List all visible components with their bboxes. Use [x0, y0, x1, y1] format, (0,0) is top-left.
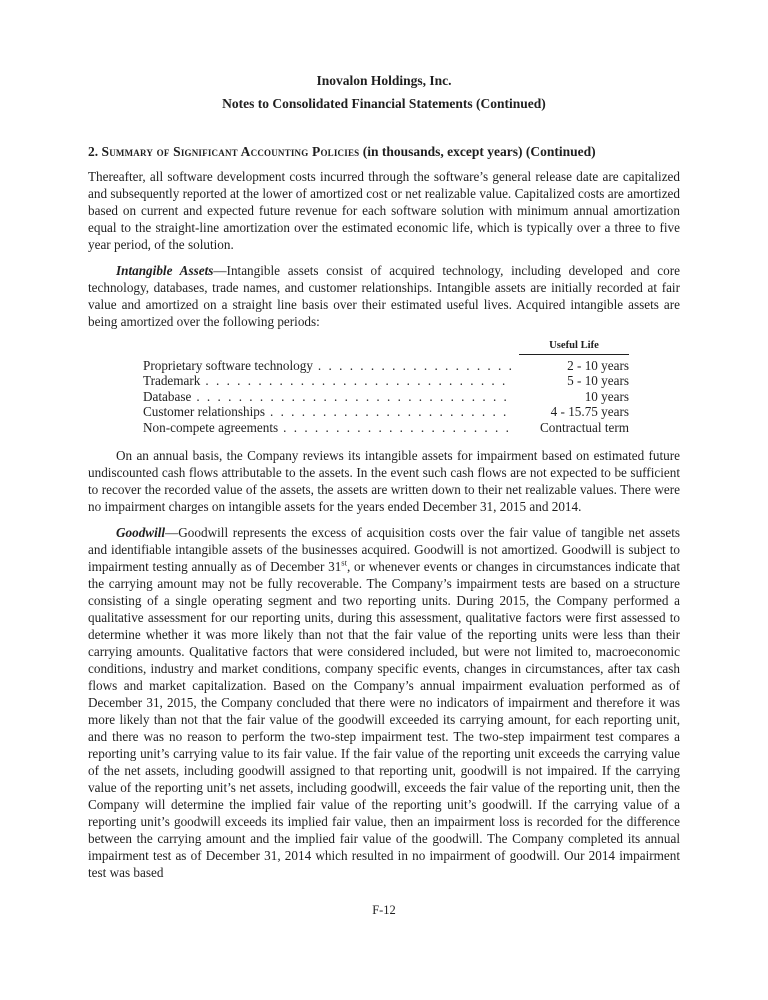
- row-label: Customer relationships: [143, 404, 265, 420]
- dot-leader: [196, 389, 511, 404]
- section-number: 2.: [88, 144, 99, 159]
- table-row: [143, 373, 629, 388]
- row-value: 4 - 15.75 years: [550, 404, 629, 420]
- table-row: [143, 358, 629, 373]
- row-label: Proprietary software technology: [143, 358, 313, 373]
- table-row: [143, 404, 629, 419]
- page-content: [88, 72, 680, 890]
- section-suffix: (in thousands, except years) (Continued): [359, 144, 596, 159]
- goodwill-lead: Goodwill: [116, 525, 166, 541]
- goodwill-text-before-superscript: —Goodwill represents the excess of acquisition costs over the fair value of tangible net assets and identifiable intangible assets of the businesses acquired. Goodwill is not amortized. Goodwill is subject to impairment testing annually as of December 31: [88, 525, 680, 575]
- useful-life-column-header: Useful Life: [519, 339, 629, 355]
- document-subtitle: Notes to Consolidated Financial Statements (Continued): [222, 96, 546, 111]
- row-label: Non-compete agreements: [143, 419, 279, 435]
- section-title: Summary of Significant Accounting Policies: [101, 144, 360, 159]
- useful-life-table: [143, 339, 629, 435]
- section-heading: [88, 143, 680, 160]
- row-label: Database: [143, 388, 192, 404]
- intangible-assets-lead: Intangible Assets: [116, 263, 214, 278]
- dot-leader: [318, 358, 511, 373]
- intangible-assets-text: —Intangible assets consist of acquired technology, including developed and core technology, databases, trade names, and customer relationships. Intangible assets are initially recorded at fair value and amortized on a straight line basis over their estimated useful lives. Acquired intangible assets are being amortized over the following periods:: [88, 263, 680, 329]
- table-row: [143, 420, 629, 435]
- row-value: Contractual term: [540, 419, 629, 435]
- ordinal-superscript: st: [341, 557, 347, 568]
- paragraph-software-costs: Thereafter, all software development costs incurred through the software’s general release date are capitalized and subsequently reported at the lower of amortized cost or net realizable value. Capitalized costs are amortized based on current and expected future revenue for each software solution with minimum annual amortization equal to the straight-line amortization over the estimated economic life, which is typically over a three to five year period, of the solution.: [88, 169, 680, 252]
- page-number: F-12: [372, 903, 396, 917]
- table-row: [143, 389, 629, 404]
- row-value: 5 - 10 years: [567, 373, 629, 389]
- paragraph-goodwill: [88, 524, 680, 881]
- row-value: 10 years: [584, 388, 629, 404]
- paragraph-intangible-assets: [88, 262, 680, 330]
- dot-leader: [205, 373, 511, 388]
- goodwill-text-after-superscript: , or whenever events or changes in circumstances indicate that the carrying amount may not be fully recoverable. The Company’s impairment tests are based on a structure consisting of a single operating segment and two reporting units. During 2015, the Company performed a qualitative assessment for our reporting units, during this assessment, qualitative factors were first assessed to determine whether it was more likely than not that the fair value of the reporting units were less than their carrying amounts. Qualitative factors that were considered included, but were not limited to, macroeconomic conditions, industry and market conditions, company specific events, changes in circumstances, after tax cash flows and market capitalization. Based on the Company’s annual impairment evaluation performed as of December 31, 2015, the Company concluded that there were no indicators of impairment and therefore it was more likely than not that the fair value of the goodwill exceeded its carrying amount, for each reporting unit, and there was no reason to perform the two-step impairment test. The two-step impairment test compares a reporting unit’s carrying value to its fair value. If the fair value of the reporting unit exceeds the carrying value of the net assets, including goodwill assigned to that reporting unit, goodwill is not impaired. If the carrying value of the reporting unit’s net assets, including goodwill, exceeds the fair value of the reporting unit, then the Company will determine the implied fair value of the reporting unit’s goodwill. If the carrying value of a reporting unit’s goodwill exceeds its implied fair value, then an impairment loss is recorded for the difference between the carrying amount and the implied fair value of the goodwill. The Company completed its annual impairment test as of December 31, 2014 which resulted in no impairment of goodwill. Our 2014 impairment test was based: [88, 559, 680, 881]
- row-label: Trademark: [143, 373, 201, 389]
- dot-leader: [270, 404, 511, 419]
- paragraph-impairment-review: On an annual basis, the Company reviews its intangible assets for impairment based on estimated future undiscounted cash flows attributable to the assets. In the event such cash flows are not expected to be sufficient to recover the recorded value of the assets, the assets are written down to their net realizable values. There were no impairment charges on intangible assets for the years ended December 31, 2015 and 2014.: [88, 448, 680, 515]
- dot-leader: [283, 420, 511, 435]
- row-value: 2 - 10 years: [567, 358, 629, 373]
- company-title: Inovalon Holdings, Inc.: [316, 73, 452, 88]
